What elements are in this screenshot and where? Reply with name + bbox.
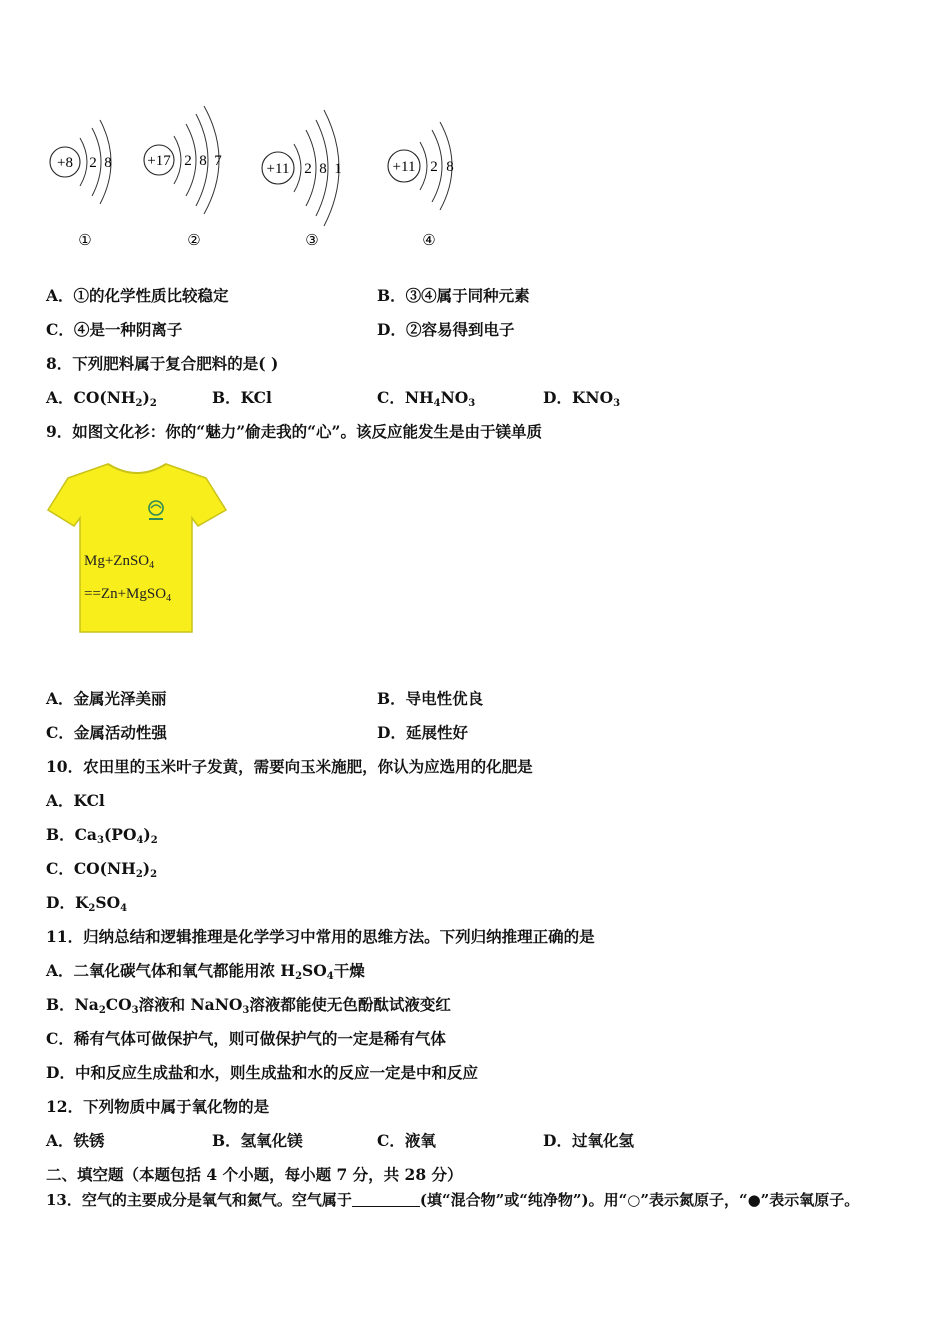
subscript: 4 bbox=[120, 903, 128, 914]
subscript: 2 bbox=[135, 398, 143, 409]
atom-1-shell-2: 8 bbox=[104, 155, 112, 171]
atom-4-nucleus: +11 bbox=[392, 159, 416, 175]
subscript: 3 bbox=[242, 1005, 250, 1016]
q11-option-b[interactable] bbox=[46, 995, 451, 1015]
q9-option-a[interactable]: A．金属光泽美丽 bbox=[46, 689, 167, 708]
formula-text: A．二氧化碳气体和氧气都能用浓 H bbox=[46, 961, 296, 980]
q10-option-a[interactable]: A．KCl bbox=[46, 791, 105, 810]
q8-option-a[interactable] bbox=[46, 388, 157, 408]
q8-option-c[interactable] bbox=[377, 388, 475, 408]
t-shirt-body bbox=[48, 464, 226, 632]
atom-diagram-3 bbox=[262, 110, 342, 249]
q7-option-b[interactable]: B．③④属于同种元素 bbox=[377, 286, 530, 305]
q11-option-c[interactable]: C．稀有气体可做保护气，则可做保护气的一定是稀有气体 bbox=[46, 1029, 446, 1048]
formula-text: 干燥 bbox=[333, 961, 365, 980]
atom-4-label: ④ bbox=[422, 233, 436, 249]
q10-option-b[interactable] bbox=[46, 825, 158, 845]
formula-text: SO bbox=[302, 961, 327, 980]
formula-text: 溶液和 NaNO bbox=[138, 995, 243, 1014]
formula-text: A．CO(NH bbox=[46, 388, 136, 407]
q7-option-a[interactable]: A．①的化学性质比较稳定 bbox=[46, 286, 229, 305]
q7-option-c[interactable]: C．④是一种阴离子 bbox=[46, 320, 183, 339]
subscript: 4 bbox=[433, 398, 441, 409]
atom-3-shell-3: 1 bbox=[334, 161, 342, 177]
atom-3-shell-2: 8 bbox=[319, 161, 327, 177]
q13-stem bbox=[46, 1190, 859, 1210]
q11-option-a[interactable] bbox=[46, 961, 365, 981]
formula-text: ) bbox=[143, 825, 151, 844]
formula-text: B．Ca bbox=[46, 825, 97, 844]
q9-option-d[interactable]: D．延展性好 bbox=[377, 723, 468, 742]
atom-diagram-1 bbox=[50, 120, 112, 249]
formula-text: (PO bbox=[103, 825, 137, 844]
formula-text: SO bbox=[95, 893, 121, 912]
q9-stem: 9．如图文化衫：你的“魅力”偷走我的“心”。该反应能发生是由于镁单质 bbox=[46, 422, 542, 441]
t-shirt-image bbox=[46, 460, 228, 635]
atom-2-label: ② bbox=[187, 233, 201, 249]
formula-text: C．CO(NH bbox=[46, 859, 136, 878]
subscript: 2 bbox=[150, 869, 158, 880]
atom-1-nucleus: +8 bbox=[57, 155, 73, 171]
q13-text-before-blank: 13．空气的主要成分是氧气和氮气。空气属于 bbox=[46, 1191, 352, 1209]
atom-3-shell-1: 2 bbox=[304, 161, 312, 177]
shirt-equation-line1: Mg+ZnSO$_4$ bbox=[84, 553, 155, 571]
atom-3-label: ③ bbox=[305, 233, 319, 249]
atom-2-shell-2: 8 bbox=[199, 153, 207, 169]
subscript: 2 bbox=[98, 1005, 106, 1016]
atom-2-shell-1: 2 bbox=[184, 153, 192, 169]
atomic-structure-diagrams bbox=[40, 100, 470, 260]
formula-text: 溶液都能使无色酚酞试液变红 bbox=[249, 995, 451, 1014]
formula-text: ) bbox=[142, 859, 151, 878]
q10-option-d[interactable] bbox=[46, 893, 127, 913]
formula-text: D．K bbox=[46, 893, 89, 912]
subscript: 2 bbox=[295, 971, 303, 982]
atom-4-shell-1: 2 bbox=[430, 159, 438, 175]
section-2-title: 二、填空题（本题包括 4 个小题，每小题 7 分，共 28 分） bbox=[46, 1165, 463, 1184]
subscript: 3 bbox=[613, 398, 621, 409]
q13-text-after-blank: (填“混合物”或“纯净物”)。用“○”表示氮原子，“●”表示氧原子。 bbox=[419, 1191, 860, 1209]
formula-text: B．Na bbox=[46, 995, 99, 1014]
subscript: 4 bbox=[136, 835, 144, 846]
shirt-equation-line2: ==Zn+MgSO$_4$ bbox=[84, 586, 172, 604]
formula-text: CO bbox=[105, 995, 132, 1014]
q8-option-d[interactable] bbox=[543, 388, 620, 408]
q8-option-b[interactable]: B．KCl bbox=[212, 388, 272, 407]
atom-diagram-4 bbox=[388, 122, 454, 249]
q8-stem: 8．下列肥料属于复合肥料的是( ) bbox=[46, 354, 279, 373]
subscript: 2 bbox=[150, 835, 158, 846]
q12-option-a[interactable]: A．铁锈 bbox=[46, 1131, 105, 1150]
formula-text: C．NH bbox=[377, 388, 434, 407]
atom-1-label: ① bbox=[78, 233, 92, 249]
formula-text: D．KNO bbox=[543, 388, 614, 407]
subscript: 2 bbox=[149, 398, 157, 409]
subscript: 2 bbox=[88, 903, 96, 914]
atom-1-shell-1: 2 bbox=[89, 155, 97, 171]
q12-option-d[interactable]: D．过氧化氢 bbox=[543, 1131, 634, 1150]
q10-option-c[interactable] bbox=[46, 859, 157, 879]
q9-option-c[interactable]: C．金属活动性强 bbox=[46, 723, 167, 742]
subscript: 3 bbox=[96, 835, 104, 846]
q10-stem: 10．农田里的玉米叶子发黄，需要向玉米施肥，你认为应选用的化肥是 bbox=[46, 757, 533, 776]
subscript: 2 bbox=[135, 869, 143, 880]
atom-diagram-2 bbox=[144, 106, 222, 249]
q7-option-d[interactable]: D．②容易得到电子 bbox=[377, 320, 515, 339]
atom-4-shell-2: 8 bbox=[446, 159, 454, 175]
formula-text: ) bbox=[142, 388, 150, 407]
atom-2-shell-3: 7 bbox=[214, 153, 222, 169]
subscript: 4 bbox=[326, 971, 334, 982]
q12-stem: 12．下列物质中属于氧化物的是 bbox=[46, 1097, 270, 1116]
q12-option-b[interactable]: B．氢氧化镁 bbox=[212, 1131, 303, 1150]
subscript: 3 bbox=[468, 398, 476, 409]
formula-text: NO bbox=[440, 388, 469, 407]
atom-3-nucleus: +11 bbox=[266, 161, 290, 177]
q13-answer-blank[interactable] bbox=[352, 1191, 420, 1207]
q11-option-d[interactable]: D．中和反应生成盐和水，则生成盐和水的反应一定是中和反应 bbox=[46, 1063, 478, 1082]
subscript: 3 bbox=[131, 1005, 139, 1016]
q12-option-c[interactable]: C．液氧 bbox=[377, 1131, 436, 1150]
atom-2-nucleus: +17 bbox=[147, 153, 171, 169]
q11-stem: 11．归纳总结和逻辑推理是化学学习中常用的思维方法。下列归纳推理正确的是 bbox=[46, 927, 595, 946]
q9-option-b[interactable]: B．导电性优良 bbox=[377, 689, 484, 708]
